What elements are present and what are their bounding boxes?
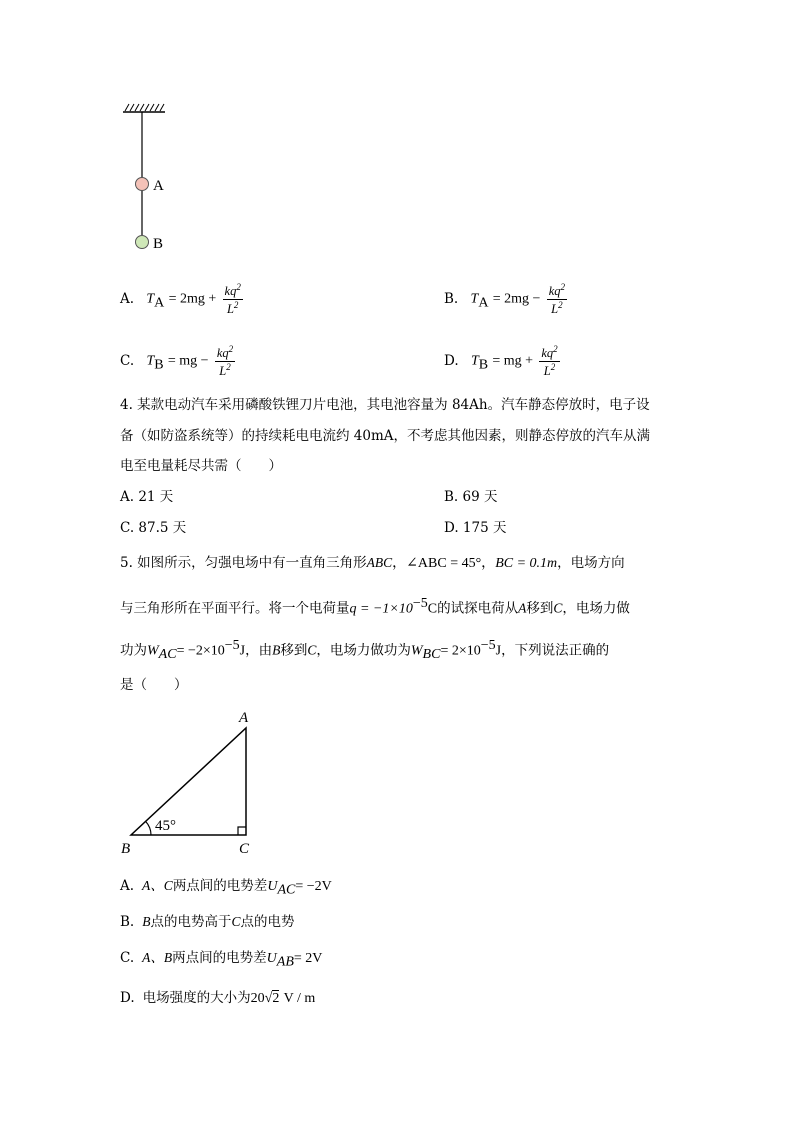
right-angle-mark [238,827,246,835]
q5-option-a[interactable]: A. A、C两点间的电势差$U_{AC}= -2V$ [120,878,332,898]
vertex-b-label: B [121,841,131,857]
q4-option-d[interactable]: D. 175 天 [444,520,507,536]
fraction: $\frac{kq^2}{L^2}$ [548,282,566,316]
fraction: $\frac{kq^2}{L^2}$ [224,282,241,316]
triangle-abc [131,728,246,835]
ball-b-label: B [153,236,164,252]
q3-option-c[interactable]: C. $T_B$ = mg − $\frac{kq^2}{L^2}$ [120,344,234,378]
q5-option-b[interactable]: B. B点的电势高于C点的电势 [120,914,295,930]
fraction: $\frac{kq^2}{L^2}$ [541,344,558,378]
ball-a-label: A [153,178,164,194]
q4-option-a[interactable]: A. 21 天 [120,489,174,505]
fraction: $\frac{kq^2}{L^2}$ [216,344,234,378]
q5-line-3: 功为$W_{AC}= -2\times 10^{-5}J$，由B移到C，电场力做功为$W_{BC}= 2\times 10^{-5}J$，下列说法正确的 [120,638,610,663]
angle-arc [146,821,151,835]
ball-a [136,178,149,191]
ceiling-hatch [125,104,164,111]
q5-line-2: 与三角形所在平面平行。将一个电荷量$q = -1\times 10^{-5}C$的试探电荷从A移到C，电场力做 [120,596,630,617]
vertex-a-label: A [239,710,249,726]
q5-line-4: 是（ ） [120,677,188,693]
figure-right-triangle [115,705,265,860]
vertex-c-label: C [239,841,250,857]
q3-option-d[interactable]: D. $T_B$ = mg + $\frac{kq^2}{L^2}$ [444,344,558,378]
ball-b [136,236,149,249]
q5-option-d[interactable]: D. 电场强度的大小为20√2 V / m [120,990,316,1006]
q4-option-b[interactable]: B. 69 天 [444,489,498,505]
figure-hanging-balls [115,100,195,260]
q4-line-2: 备（如防盗系统等）的持续耗电电流约 40mA，不考虑其他因素，则静态停放的汽车从满 [120,428,651,444]
q3-option-b[interactable]: B. $T_A = 2mg$ − $\frac{kq^2}{L^2}$ [444,282,566,316]
q5-option-c[interactable]: C. A、B两点间的电势差$U_{AB}= 2V$ [120,950,323,970]
angle-label: 45° [155,818,176,834]
q4-line-3: 电至电量耗尽共需（ ） [120,458,282,474]
q3-option-a[interactable]: A. $T_A = 2mg$ + $\frac{kq^2}{L^2}$ [120,282,241,316]
sqrt-symbol: √ [264,991,273,1006]
q4-option-c[interactable]: C. 87.5 天 [120,520,187,536]
q4-line-1: 4. 某款电动汽车采用磷酸铁锂刀片电池，其电池容量为 84Ah。汽车静态停放时，电子设 [120,397,650,413]
q5-line-1: 5. 如图所示，匀强电场中有一直角三角形ABC，∠ABC = 45°，BC = 0.1m，电场方向 [120,555,625,571]
